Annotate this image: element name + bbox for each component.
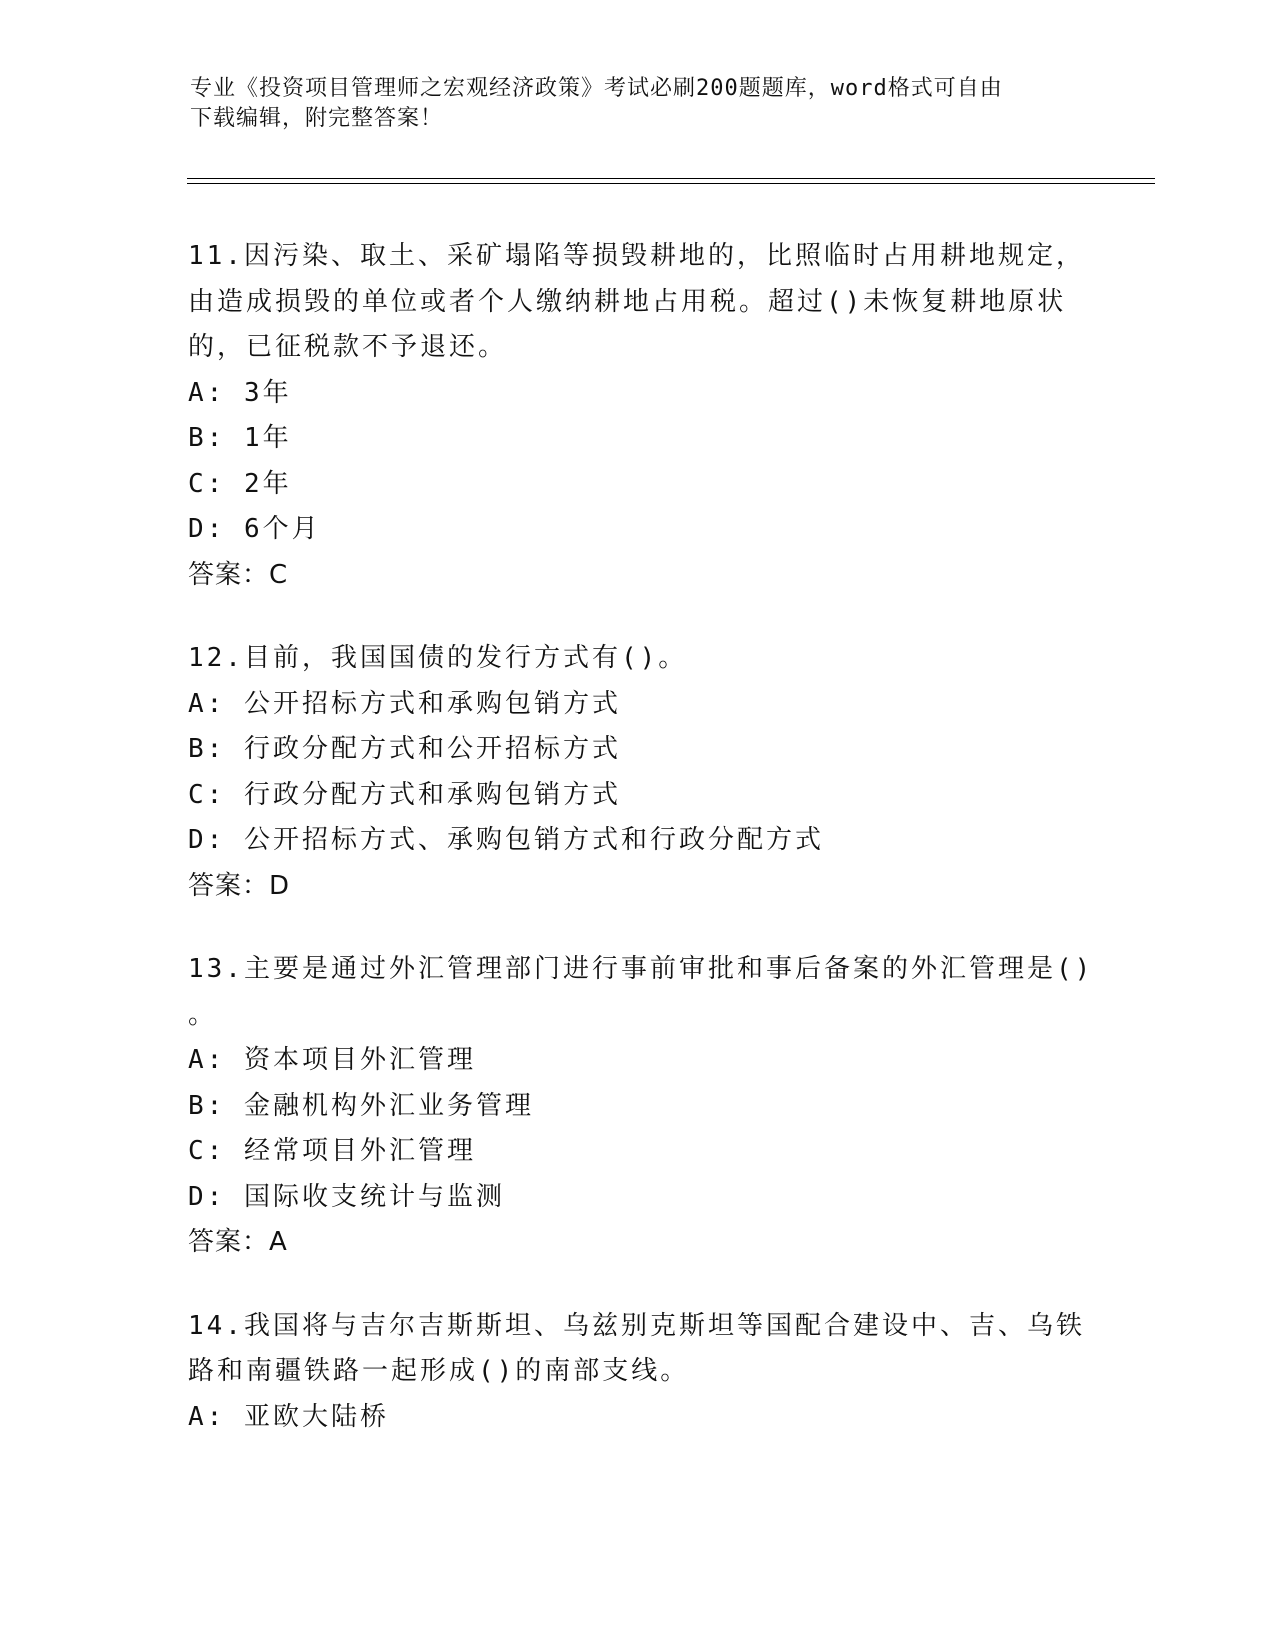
question-13	[188, 947, 1094, 1266]
option-c: C: 2年	[188, 468, 292, 499]
question-stem-line: 12.目前，我国国债的发行方式有()。	[188, 643, 688, 673]
option-b: B: 1年	[188, 423, 292, 453]
question-stem-line: 。	[188, 999, 218, 1030]
header-line-2: 下载编辑，附完整答案！	[190, 106, 444, 131]
question-12	[188, 636, 1088, 909]
option-a: A: 3年	[188, 377, 292, 408]
option-b: B: 金融机构外汇业务管理	[188, 1090, 534, 1121]
question-stem-line: 11.因污染、取土、采矿塌陷等损毁耕地的，比照临时占用耕地规定，	[188, 241, 1085, 271]
question-list	[188, 234, 1094, 1478]
option-d: D: 公开招标方式、承购包销方式和行政分配方式	[188, 825, 824, 855]
header-line-1: 专业《投资项目管理师之宏观经济政策》考试必刷200题题库，word格式可自由	[190, 76, 1003, 101]
option-d: D: 6个月	[188, 514, 321, 544]
answer-line: 答案：D	[188, 870, 291, 901]
question-stem-line: 的，已征税款不予退还。	[188, 332, 508, 362]
question-stem-line: 路和南疆铁路一起形成()的南部支线。	[188, 1356, 690, 1386]
header-rule-top	[187, 178, 1155, 179]
option-d: D: 国际收支统计与监测	[188, 1181, 505, 1212]
question-stem-line: 14.我国将与吉尔吉斯斯坦、乌兹别克斯坦等国配合建设中、吉、乌铁	[188, 1310, 1085, 1341]
question-stem-line: 由造成损毁的单位或者个人缴纳耕地占用税。超过()未恢复耕地原状	[188, 286, 1067, 317]
option-c: C: 经常项目外汇管理	[188, 1136, 476, 1166]
header-rule-bottom	[187, 183, 1155, 184]
answer-line: 答案：C	[188, 559, 289, 590]
question-11	[188, 234, 1088, 598]
option-a: A: 亚欧大陆桥	[188, 1401, 389, 1432]
option-a: A: 资本项目外汇管理	[188, 1045, 476, 1075]
question-14	[188, 1304, 1088, 1441]
option-b: B: 行政分配方式和公开招标方式	[188, 734, 621, 764]
option-c: C: 行政分配方式和承购包销方式	[188, 779, 621, 810]
answer-line: 答案：A	[188, 1227, 288, 1257]
question-stem-line: 13.主要是通过外汇管理部门进行事前审批和事后备案的外汇管理是()	[188, 954, 1094, 984]
document-header	[190, 74, 1090, 134]
option-a: A: 公开招标方式和承购包销方式	[188, 688, 621, 719]
